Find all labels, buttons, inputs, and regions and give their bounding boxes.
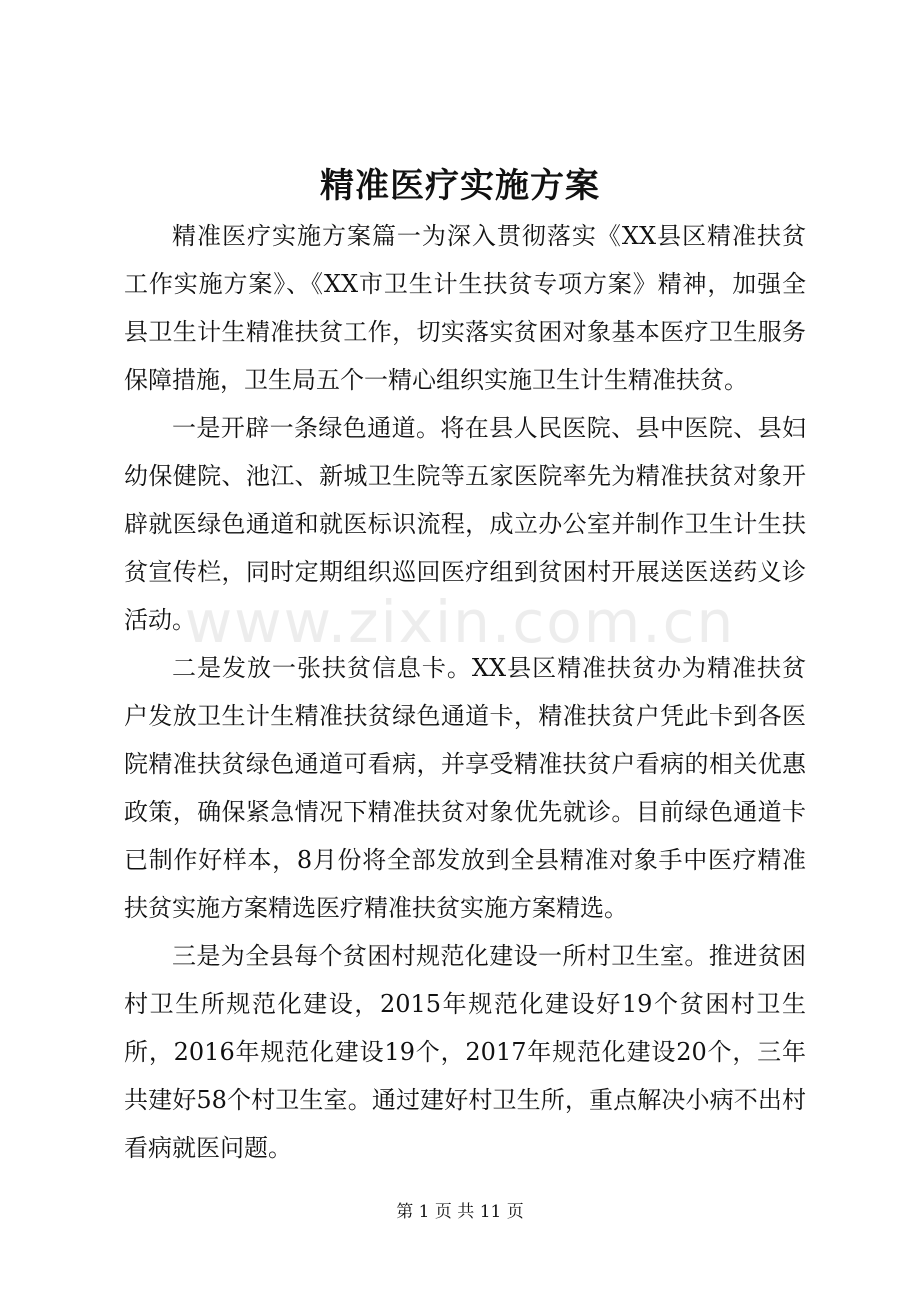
paragraph-green-channel: 一是开辟一条绿色通道。将在县人民医院、县中医院、县妇幼保健院、池江、新城卫生院等五家医院率先为精准扶贫对象开辟就医绿色通道和就医标识流程，成立办公室并制作卫生计生扶贫宣传栏，同时定期组织巡回医疗组到贫困村开展送医送药义诊活动。 (124, 414, 806, 634)
watermark-text: www.zixin.com.cn (184, 588, 736, 656)
paragraph-intro: 精准医疗实施方案篇一为深入贯彻落实《XX县区精准扶贫工作实施方案》、《XX市卫生计生扶贫专项方案》精神，加强全县卫生计生精准扶贫工作，切实落实贫困对象基本医疗卫生服务保障措施，卫生局五个一精心组织实施卫生计生精准扶贫。 (124, 222, 806, 394)
page-number-footer: 第 1 页 共 11 页 (396, 1202, 524, 1222)
document-body (124, 212, 806, 1172)
document-title: 精准医疗实施方案 (320, 166, 600, 206)
paragraph-info-card: 二是发放一张扶贫信息卡。XX县区精准扶贫办为精准扶贫户发放卫生计生精准扶贫绿色通道卡，精准扶贫户凭此卡到各医院精准扶贫绿色通道可看病，并享受精准扶贫户看病的相关优惠政策，确保紧急情况下精准扶贫对象优先就诊。目前绿色通道卡已制作好样本，8月份将全部发放到全县精准对象手中医疗精准扶贫实施方案精选医疗精准扶贫实施方案精选。 (124, 654, 806, 922)
paragraph-village-clinic: 三是为全县每个贫困村规范化建设一所村卫生室。推进贫困村卫生所规范化建设，2015年规范化建设好19个贫困村卫生所，2016年规范化建设19个，2017年规范化建设20个，三年共建好58个村卫生室。通过建好村卫生所，重点解决小病不出村看病就医问题。 (124, 942, 806, 1162)
